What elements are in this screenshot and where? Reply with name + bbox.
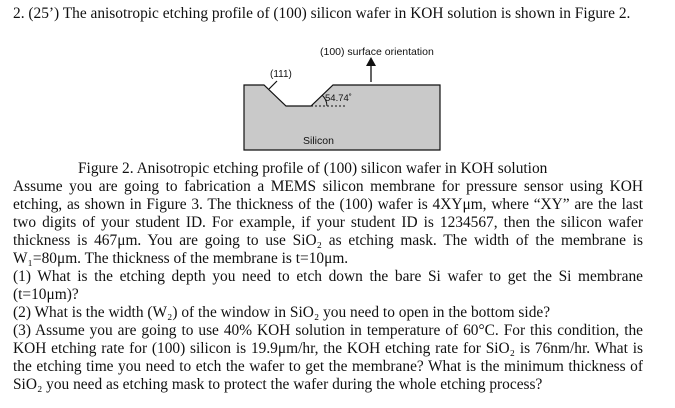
angle-label: 54.74˚ <box>325 93 352 104</box>
question-1: (1) What is the etching depth you need to etch down the bare Si wafer to get the Si membrane (t=10μm)? <box>13 268 643 303</box>
intro-paragraph: Assume you are going to fabrication a MEMS silicon membrane for pressure sensor using KOH etching, as shown in Figure 3. The thickness of the (100) wafer is 4XYμm, where “XY” are the last two digits of your student ID. For example, if your student ID is 1234567, then the silicon wafer thickness is 467μm. You are going to use SiO₂ as etching mask. The width of the membrane is W₁=80μm. The thickness of the membrane is t=10μm. <box>13 178 643 267</box>
figure-caption: Figure 2. Anisotropic etching profile of (100) silicon wafer in KOH solution <box>78 160 548 177</box>
silicon-label: Silicon <box>303 135 334 147</box>
plane-111-label: (111) <box>270 69 292 80</box>
surface-orientation-label: (100) surface orientation <box>320 46 434 58</box>
question-3: (3) Assume you are going to use 40% KOH solution in temperature of 60°C. For this condition, the KOH etching rate for (100) silicon is 19.9μm/hr, the KOH etching rate for SiO₂ is 76nm/hr. What is the etching time you need to etch the wafer to get the membrane? What is the minimum thickness of SiO₂ you need as etching mask to protect the wafer during the whole etching process? <box>13 322 643 393</box>
etching-profile-figure <box>0 0 675 165</box>
arrow-head <box>366 57 376 66</box>
plane-pointer-line <box>269 81 277 89</box>
question-header: 2. (25’) The anisotropic etching profile of (100) silicon wafer in KOH solution is shown in Figure 2. <box>13 5 631 22</box>
problem-body <box>13 178 643 394</box>
question-2: (2) What is the width (W₂) of the window in SiO₂ you need to open in the bottom side? <box>13 304 551 321</box>
